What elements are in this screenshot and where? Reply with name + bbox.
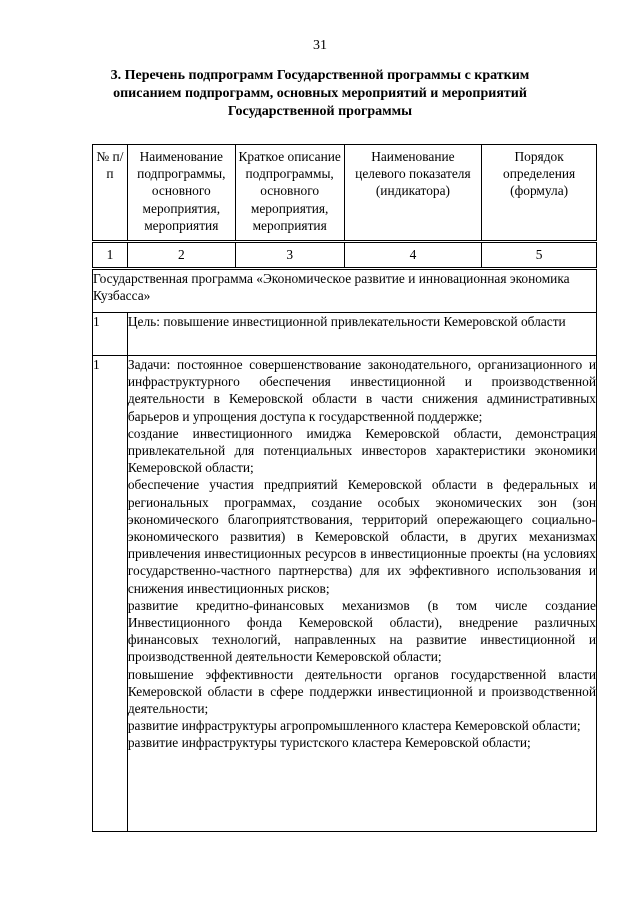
program-row bbox=[93, 269, 597, 313]
task-item: Задачи: постоянное совершенствование законодательного, организационного и инфраструктурного обеспечения инвестиционной и производственной деятельности в Кемеровской области в части снижения административных барьеров и упрощения доступа к государственной поддержке; bbox=[127, 357, 596, 424]
program-name: Государственная программа «Экономическое развитие и инновационная экономика Кузбасса» bbox=[93, 269, 597, 313]
subprograms-table bbox=[92, 144, 597, 832]
task-item: развитие кредитно-финансовых механизмов (в том числе создание Инвестиционного фонда Кемеровской области), внедрение различных финансовых технологий, направленных на развитие инвестиционной и производственной деятельности Кемеровской области; bbox=[127, 597, 596, 665]
column-numbers-row bbox=[93, 242, 597, 269]
goal-text: Цель: повышение инвестиционной привлекательности Кемеровской области bbox=[127, 313, 596, 356]
goal-index: 1 bbox=[93, 313, 128, 356]
column-number: 2 bbox=[127, 242, 235, 269]
goal-row bbox=[93, 313, 597, 356]
task-item: развитие инфраструктуры агропромышленного кластера Кемеровской области; bbox=[127, 718, 581, 734]
header-description: Краткое описание подпрограммы, основного мероприятия, мероприятия bbox=[235, 145, 344, 242]
task-item: развитие инфраструктуры туристского кластера Кемеровской области; bbox=[127, 735, 531, 751]
column-number: 3 bbox=[235, 242, 344, 269]
section-title: 3. Перечень подпрограмм Государственной программы с кратким описанием подпрограмм, основных мероприятий и мероприятий Государственной программы bbox=[110, 68, 530, 119]
task-item: создание инвестиционного имиджа Кемеровской области, демонстрация привлекательной для потенциальных инвесторов характеристики экономики Кемеровской области; bbox=[127, 425, 596, 476]
header-indicator: Наименование целевого показателя (индикатора) bbox=[344, 145, 482, 242]
column-number: 5 bbox=[482, 242, 597, 269]
task-item: обеспечение участия предприятий Кемеровской области в федеральных и региональных программах, создание особых экономических зон (зон экономического благоприятствования, территорий опережающего социально-экономического развития) в Кемеровской области, в других механизмах привлечения инвестиционных ресурсов в инвестиционные проекты (на условиях государственно-частного партнерства) для их эффективного использования и снижения инвестиционных рисков; bbox=[127, 477, 596, 596]
tasks-row bbox=[93, 356, 597, 832]
header-name: Наименование подпрограммы, основного мероприятия, мероприятия bbox=[127, 145, 235, 242]
header-number: № п/п bbox=[93, 145, 128, 242]
header-formula: Порядок определения (формула) bbox=[482, 145, 597, 242]
table-header-row bbox=[93, 145, 597, 242]
tasks-text bbox=[127, 356, 596, 832]
page-number: 31 bbox=[313, 38, 327, 53]
task-item: повышение эффективности деятельности органов государственной власти Кемеровской области в сфере поддержки инвестиционной и производственной деятельности; bbox=[127, 666, 596, 717]
tasks-index: 1 bbox=[93, 356, 128, 832]
column-number: 1 bbox=[93, 242, 128, 269]
column-number: 4 bbox=[344, 242, 482, 269]
